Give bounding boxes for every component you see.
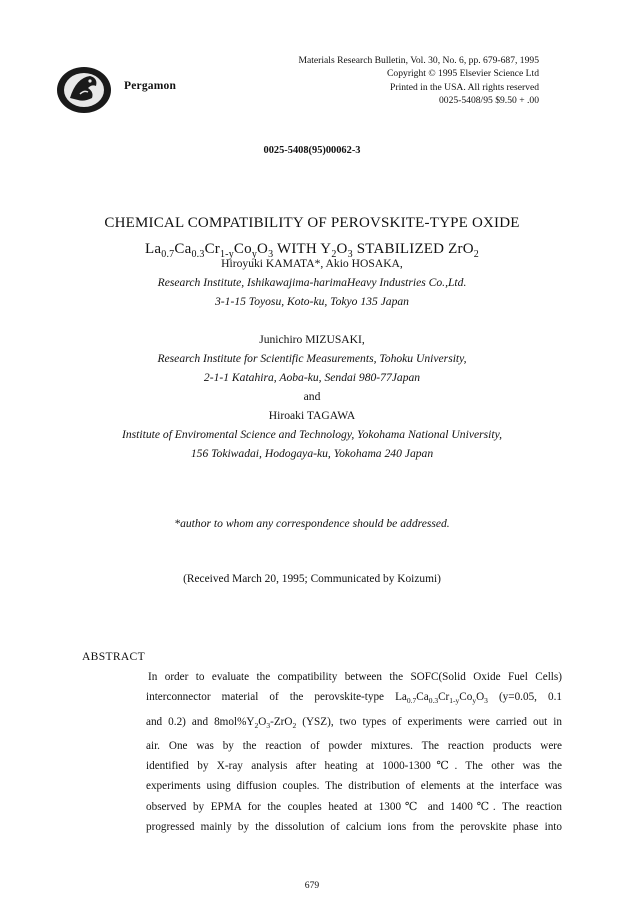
journal-header <box>298 54 539 108</box>
author-affiliation: Research Institute, Ishikawajima-harimaHeavy Industries Co.,Ltd. <box>157 276 467 289</box>
page-number: 679 <box>304 880 320 891</box>
author-block-3 <box>0 406 624 463</box>
printed-line: Printed in the USA. All rights reserved <box>390 81 539 93</box>
author-address: 2-1-1 Katahira, Aoba-ku, Sendai 980-77Japan <box>203 371 421 384</box>
journal-citation: Materials Research Bulletin, Vol. 30, No. 6, pp. 679-687, 1995 <box>298 55 539 66</box>
abstract-line: observed by EPMA for the couples heated at 1300℃ and 1400℃. The reaction <box>146 800 562 813</box>
article-doi: 0025-5408(95)00062-3 <box>263 145 361 156</box>
title-subscript: 3 <box>347 249 353 260</box>
author-address: 3-1-15 Toyosu, Koto-ku, Tokyo 135 Japan <box>215 295 409 308</box>
title-text: WITH Y <box>273 241 332 257</box>
title-text: Cr <box>204 241 220 257</box>
and-separator: and <box>303 390 321 403</box>
author-names: Junichiro MIZUSAKI, <box>259 333 365 346</box>
author-block-1 <box>0 254 624 311</box>
title-text: Ca <box>174 241 192 257</box>
abstract-line: air. One was by the reaction of powder mixtures. The reaction products were <box>146 740 562 753</box>
abstract-line: In order to evaluate the compatibility between the SOFC(Solid Oxide Fuel Cells) <box>148 671 562 683</box>
author-names: Hiroyuki KAMATA*, Akio HOSAKA, <box>221 257 403 270</box>
abstract-line: progressed mainly by the dissolution of calcium ions from the perovskite phase into <box>146 820 562 833</box>
author-names: Hiroaki TAGAWA <box>268 409 356 422</box>
abstract-line: experiments using diffusion couples. The distribution of elements at the interface was <box>146 780 562 793</box>
title-subscript: 2 <box>331 249 337 260</box>
author-address: 156 Tokiwadai, Hodogaya-ku, Yokohama 240 Japan <box>190 447 434 460</box>
author-block-2 <box>0 330 624 406</box>
title-subscript: 2 <box>473 249 479 260</box>
title-subscript: 0.7 <box>161 249 175 260</box>
title-subscript: 3 <box>268 249 274 260</box>
title-text: La <box>145 241 162 257</box>
received-date: (Received March 20, 1995; Communicated by Koizumi) <box>183 573 441 585</box>
correspondence-note: *author to whom any correspondence should be addressed. <box>174 517 450 530</box>
abstract-line: and 0.2) and $8mol\%Y_2O_3-ZrO_2$ (YSZ), two types of experiments were carried out in <box>146 715 562 730</box>
author-affiliation: Research Institute for Scientific Measurements, Tohoku University, <box>157 352 467 365</box>
author-affiliation: Institute of Enviromental Science and Technology, Yokohama National University, <box>122 428 502 441</box>
issn-line: 0025-5408/95 $9.50 + .00 <box>438 95 539 107</box>
title-text: O <box>257 241 269 257</box>
copyright-line: Copyright © 1995 Elsevier Science Ltd <box>387 68 539 80</box>
title-subscript: 0.3 <box>191 249 205 260</box>
abstract-line: interconnector material of the perovskite-type $La_{0.7}Ca_{0.3}Cr_{1-y}Co_yO_3$ (y=0.05, 0.1 <box>146 691 562 706</box>
abstract-line: identified by X-ray analysis after heating at 1000-1300℃. The other was the <box>146 760 562 773</box>
title-text: Co <box>233 241 252 257</box>
abstract-body <box>146 667 562 837</box>
pergamon-logo-icon <box>54 64 114 116</box>
title-subscript: 1-y <box>219 249 234 260</box>
title-text: STABILIZED ZrO <box>352 241 474 257</box>
title-text: O <box>336 241 348 257</box>
publisher-name: Pergamon <box>124 80 177 92</box>
title-subscript: y <box>251 249 258 260</box>
title-line-1: CHEMICAL COMPATIBILITY OF PEROVSKITE-TYPE OXIDE <box>104 215 520 231</box>
abstract-heading: ABSTRACT <box>82 650 145 663</box>
